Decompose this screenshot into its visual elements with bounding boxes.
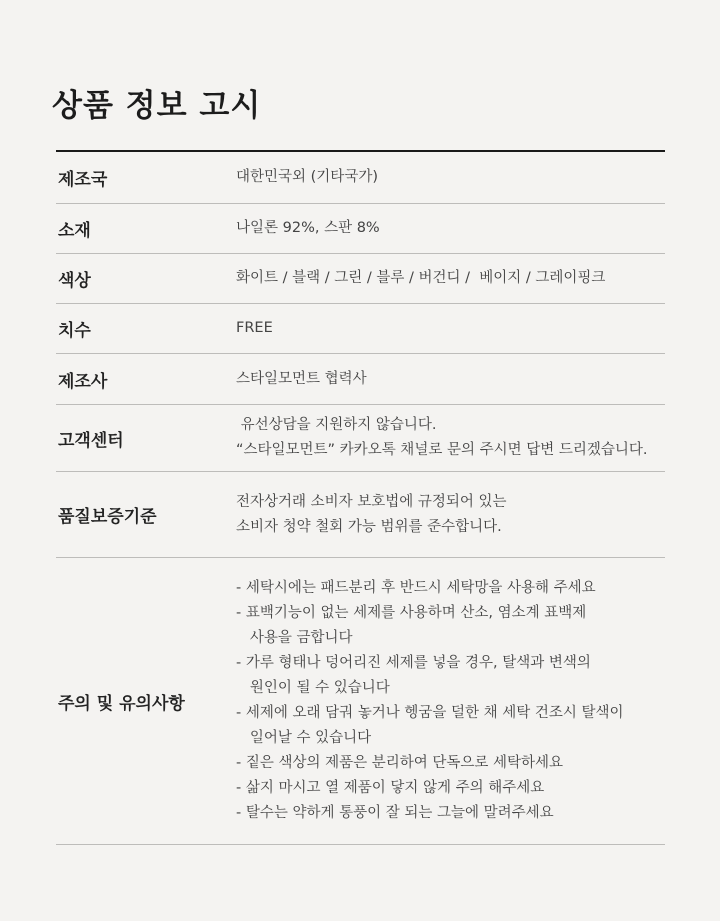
row-value [236, 165, 665, 190]
row-label: 색상 [58, 271, 91, 291]
row-label: 소재 [58, 221, 91, 241]
row-value [236, 316, 665, 341]
row-country [56, 152, 665, 204]
value-line: 원인이 될 수 있습니다 [236, 680, 390, 696]
page-title: 상품 정보 고시 [52, 88, 262, 124]
value-line: 일어날 수 있습니다 [236, 730, 372, 746]
value-line: - 표백기능이 없는 세제를 사용하며 산소, 염소계 표백제 [236, 605, 587, 621]
value-line: 유선상담을 지원하지 않습니다. [236, 417, 437, 433]
value-line: FREE [236, 320, 273, 336]
row-value [236, 576, 665, 826]
row-value [236, 367, 665, 392]
product-info-table [56, 150, 665, 845]
row-label: 치수 [58, 321, 91, 341]
value-line: 전자상거래 소비자 보호법에 규정되어 있는 [236, 493, 507, 510]
value-line: 소비자 청약 철회 가능 범위를 준수합니다. [236, 518, 502, 535]
row-value [236, 413, 665, 463]
value-line: - 세제에 오래 담궈 놓거나 헹굼을 덜한 채 세탁 건조시 탈색이 [236, 705, 624, 721]
value-line: - 세탁시에는 패드분리 후 반드시 세탁망을 사용해 주세요 [236, 580, 596, 596]
row-label: 주의 및 유의사항 [58, 693, 185, 714]
row-material [56, 204, 665, 254]
value-line: 스타일모먼트 협력사 [236, 370, 367, 387]
row-quality-standard [56, 472, 665, 558]
row-size [56, 304, 665, 354]
row-label: 제조사 [58, 371, 108, 392]
row-label: 제조국 [58, 170, 108, 190]
row-label: 고객센터 [58, 430, 124, 451]
value-line: 화이트 / 블랙 / 그린 / 블루 / 버건디 / 베이지 / 그레이핑크 [236, 270, 606, 286]
row-label: 품질보증기준 [58, 507, 157, 527]
value-line: 사용을 금합니다 [236, 630, 353, 646]
row-customer-center [56, 405, 665, 472]
row-value [236, 490, 665, 540]
value-line: 나일론 92%, 스판 8% [236, 220, 380, 236]
value-line: “스타일모먼트” 카카오톡 채널로 문의 주시면 답변 드리겠습니다. [236, 442, 648, 458]
value-line: - 짙은 색상의 제품은 분리하여 단독으로 세탁하세요 [236, 755, 564, 771]
row-value [236, 266, 665, 291]
row-color [56, 254, 665, 304]
row-value [236, 216, 665, 241]
value-line: - 삶지 마시고 열 제품이 닿지 않게 주의 해주세요 [236, 780, 545, 796]
row-care-notes [56, 558, 665, 845]
value-line: 대한민국외 (기타국가) [236, 169, 378, 185]
value-line: - 가루 형태나 덩어리진 세제를 넣을 경우, 탈색과 변색의 [236, 655, 591, 671]
row-manufacturer [56, 354, 665, 405]
value-line: - 탈수는 약하게 통풍이 잘 되는 그늘에 말려주세요 [236, 805, 554, 821]
